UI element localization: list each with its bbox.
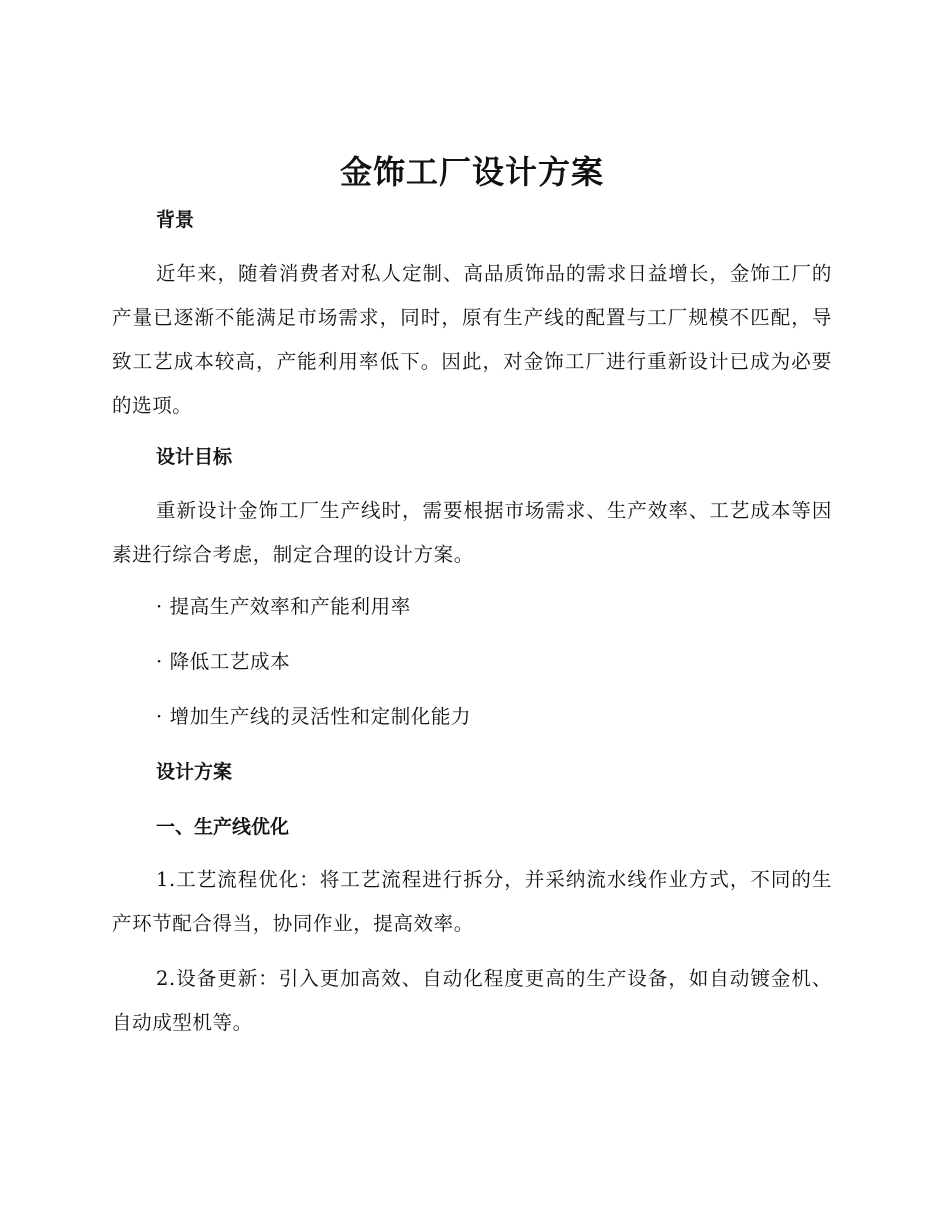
plan-item-paragraph: 2.设备更新：引入更加高效、自动化程度更高的生产设备，如自动镀金机、自动成型机等。 (112, 967, 832, 1034)
goal-bullet-item: · 增加生产线的灵活性和定制化能力 (156, 705, 472, 728)
background-paragraph: 近年来，随着消费者对私人定制、高品质饰品的需求日益增长，金饰工厂的产量已逐渐不能满足市场需求，同时，原有生产线的配置与工厂规模不匹配，导致工艺成本较高，产能利用率低下。因此，对金饰工厂进行重新设计已成为必要的选项。 (112, 262, 832, 417)
subsection-heading-production-line: 一、生产线优化 (156, 816, 290, 838)
document-title: 金饰工厂设计方案 (339, 153, 604, 191)
section-heading-plan: 设计方案 (156, 761, 233, 783)
section-heading-goals: 设计目标 (156, 446, 233, 468)
goal-bullet-item: · 提高生产效率和产能利用率 (156, 595, 411, 618)
plan-item-paragraph: 1.工艺流程优化：将工艺流程进行拆分，并采纳流水线作业方式，不同的生产环节配合得当，协同作业，提高效率。 (112, 868, 832, 935)
section-heading-background: 背景 (156, 209, 195, 231)
goal-bullet-item: · 降低工艺成本 (156, 650, 291, 673)
goals-paragraph: 重新设计金饰工厂生产线时，需要根据市场需求、生产效率、工艺成本等因素进行综合考虑，制定合理的设计方案。 (112, 499, 832, 566)
